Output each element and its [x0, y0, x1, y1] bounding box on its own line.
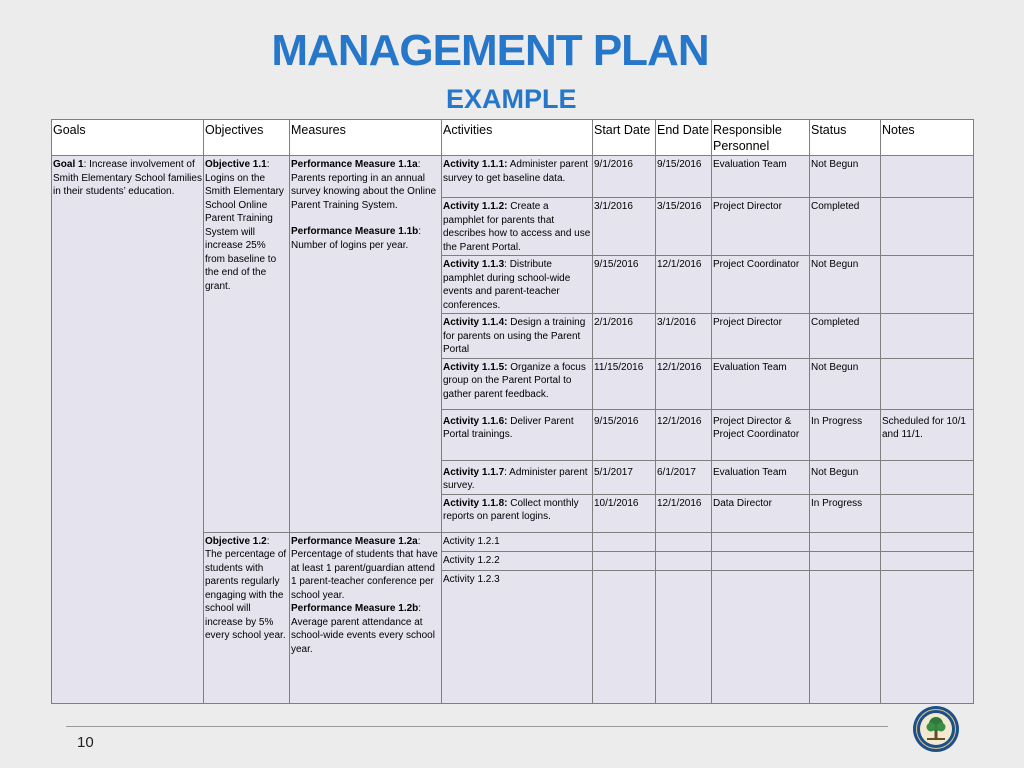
end-date-cell [656, 551, 712, 570]
activity-cell: Activity 1.1.1: Administer parent survey to get baseline data. [442, 156, 593, 198]
personnel-cell: Evaluation Team [712, 460, 810, 494]
start-date-cell: 5/1/2017 [593, 460, 656, 494]
end-date-cell [656, 570, 712, 703]
status-cell: In Progress [810, 494, 881, 532]
personnel-cell: Evaluation Team [712, 156, 810, 198]
end-date-cell: 12/1/2016 [656, 409, 712, 460]
page-title: MANAGEMENT PLAN [271, 26, 709, 75]
start-date-cell: 9/15/2016 [593, 409, 656, 460]
end-date-cell: 12/1/2016 [656, 256, 712, 314]
start-date-cell: 9/1/2016 [593, 156, 656, 198]
header-measures: Measures [290, 120, 442, 156]
page-number: 10 [77, 734, 94, 751]
status-cell: Not Begun [810, 460, 881, 494]
personnel-cell [712, 532, 810, 551]
header-goals: Goals [52, 120, 204, 156]
department-seal-icon [912, 705, 960, 753]
status-cell [810, 551, 881, 570]
personnel-cell: Project Director & Project Coordinator [712, 409, 810, 460]
activity-cell: Activity 1.1.3: Distribute pamphlet during school-wide events and parent-teacher conferences. [442, 256, 593, 314]
start-date-cell: 3/1/2016 [593, 198, 656, 256]
personnel-cell: Project Director [712, 198, 810, 256]
end-date-cell: 9/15/2016 [656, 156, 712, 198]
measure-cell: Performance Measure 1.1a: Parents reporting in an annual survey knowing about the Online Parent Training System. Performance Measure 1.1b: Number of logins per year. [290, 156, 442, 533]
start-date-cell: 11/15/2016 [593, 358, 656, 409]
notes-cell: Scheduled for 10/1 and 11/1. [881, 409, 974, 460]
end-date-cell: 3/1/2016 [656, 314, 712, 359]
objective-cell: Objective 1.2: The percentage of students with parents regularly engaging with the school will increase by 5% every school year. [204, 532, 290, 703]
notes-cell [881, 532, 974, 551]
activity-cell: Activity 1.1.7: Administer parent survey. [442, 460, 593, 494]
activity-cell: Activity 1.2.1 [442, 532, 593, 551]
activity-cell: Activity 1.2.3 [442, 570, 593, 703]
status-cell: In Progress [810, 409, 881, 460]
activity-cell: Activity 1.1.4: Design a training for parents on using the Parent Portal [442, 314, 593, 359]
start-date-cell: 10/1/2016 [593, 494, 656, 532]
start-date-cell: 9/15/2016 [593, 256, 656, 314]
header-end-date: End Date [656, 120, 712, 156]
status-cell [810, 570, 881, 703]
notes-cell [881, 198, 974, 256]
notes-cell [881, 156, 974, 198]
start-date-cell: 2/1/2016 [593, 314, 656, 359]
personnel-cell: Project Director [712, 314, 810, 359]
personnel-cell [712, 570, 810, 703]
header-activities: Activities [442, 120, 593, 156]
objective-cell: Objective 1.1: Logins on the Smith Elementary School Online Parent Training System will increase 25% from baseline to the end of the grant. [204, 156, 290, 533]
notes-cell [881, 256, 974, 314]
start-date-cell [593, 570, 656, 703]
header-notes: Notes [881, 120, 974, 156]
measure-cell: Performance Measure 1.2a: Percentage of students that have at least 1 parent/guardian attend 1 parent-teacher conference per school year. Performance Measure 1.2b: Average parent attendance at school-wide events every school year. [290, 532, 442, 703]
personnel-cell: Data Director [712, 494, 810, 532]
start-date-cell [593, 532, 656, 551]
table-header-row [52, 120, 974, 156]
status-cell [810, 532, 881, 551]
management-plan-table [51, 119, 974, 704]
status-cell: Not Begun [810, 358, 881, 409]
footer-divider [66, 726, 888, 727]
activity-cell: Activity 1.2.2 [442, 551, 593, 570]
header-status: Status [810, 120, 881, 156]
notes-cell [881, 551, 974, 570]
header-start-date: Start Date [593, 120, 656, 156]
notes-cell [881, 314, 974, 359]
end-date-cell: 6/1/2017 [656, 460, 712, 494]
status-cell: Completed [810, 314, 881, 359]
status-cell: Not Begun [810, 256, 881, 314]
personnel-cell: Evaluation Team [712, 358, 810, 409]
end-date-cell: 12/1/2016 [656, 494, 712, 532]
notes-cell [881, 494, 974, 532]
end-date-cell: 12/1/2016 [656, 358, 712, 409]
activity-cell: Activity 1.1.8: Collect monthly reports on parent logins. [442, 494, 593, 532]
personnel-cell [712, 551, 810, 570]
goal-cell: Goal 1: Increase involvement of Smith Elementary School families in their students’ education. [52, 156, 204, 704]
header-responsible-personnel: Responsible Personnel [712, 120, 810, 156]
end-date-cell [656, 532, 712, 551]
table-row [52, 156, 974, 198]
activity-cell: Activity 1.1.2: Create a pamphlet for parents that describes how to access and use the Parent Portal. [442, 198, 593, 256]
page-subtitle: EXAMPLE [446, 84, 577, 114]
activity-cell: Activity 1.1.6: Deliver Parent Portal trainings. [442, 409, 593, 460]
status-cell: Not Begun [810, 156, 881, 198]
activity-cell: Activity 1.1.5: Organize a focus group on the Parent Portal to gather parent feedback. [442, 358, 593, 409]
status-cell: Completed [810, 198, 881, 256]
end-date-cell: 3/15/2016 [656, 198, 712, 256]
notes-cell [881, 358, 974, 409]
notes-cell [881, 460, 974, 494]
personnel-cell: Project Coordinator [712, 256, 810, 314]
header-objectives: Objectives [204, 120, 290, 156]
notes-cell [881, 570, 974, 703]
start-date-cell [593, 551, 656, 570]
